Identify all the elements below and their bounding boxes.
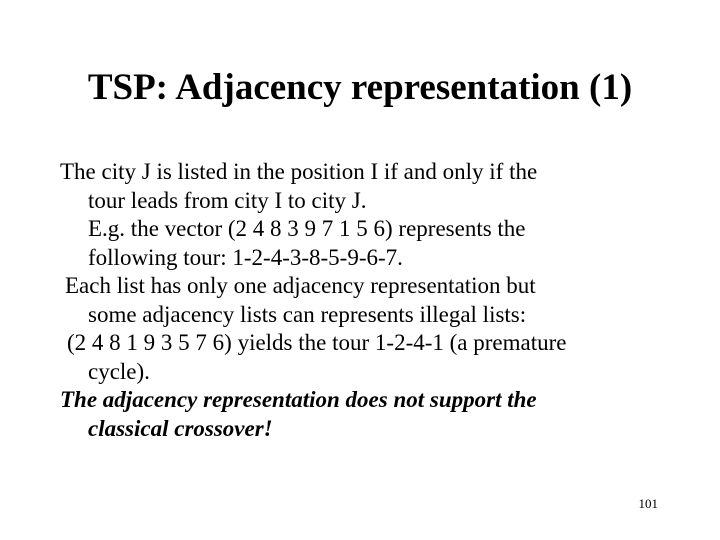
paragraph-example <box>60 215 680 272</box>
paragraph-line: The city J is listed in the position I if and only if the <box>60 159 538 184</box>
paragraph-line: tour leads from city I to city J. <box>88 187 367 213</box>
paragraph-illegal-example <box>60 329 680 386</box>
paragraph-line: Each list has only one adjacency representation but <box>65 273 536 298</box>
paragraph-conclusion <box>60 386 680 443</box>
slide-body <box>60 158 680 443</box>
paragraph-line: (2 4 8 1 9 3 5 7 6) yields the tour 1-2-4-1 (a premature <box>67 330 567 355</box>
paragraph-uniqueness <box>60 272 680 329</box>
paragraph-line: some adjacency lists can represents illegal lists: <box>88 301 527 327</box>
paragraph-line: E.g. the vector (2 4 8 3 9 7 1 5 6) represents the <box>88 216 526 241</box>
paragraph-line: following tour: 1-2-4-3-8-5-9-6-7. <box>88 244 403 270</box>
paragraph-definition <box>60 158 680 215</box>
page-number: 101 <box>638 496 658 511</box>
paragraph-line: The adjacency representation does not support the <box>60 387 537 412</box>
paragraph-line: cycle). <box>88 358 150 384</box>
paragraph-line: classical crossover! <box>88 415 273 441</box>
slide-title: TSP: Adjacency representation (1) <box>87 67 633 108</box>
